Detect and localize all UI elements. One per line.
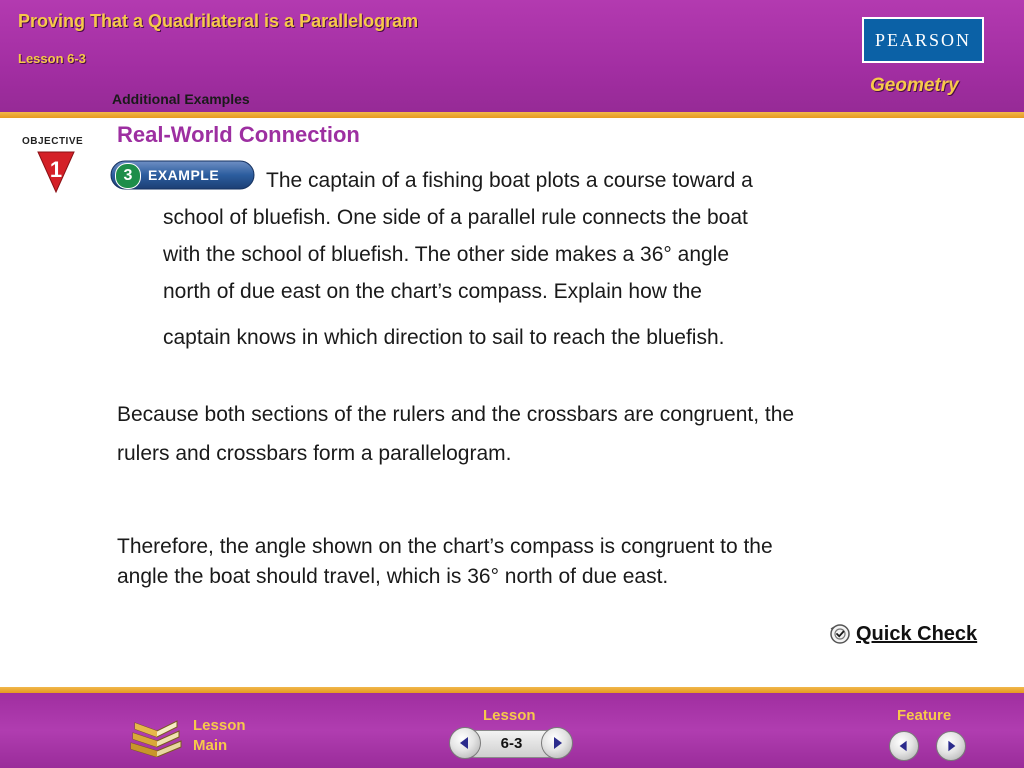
arrow-left-icon [457, 735, 473, 751]
arrow-right-icon [944, 739, 958, 753]
answer-text-line: angle the boat should travel, which is 36° north of due east. [117, 565, 669, 588]
publisher-logo: PEARSON [862, 17, 984, 63]
lesson-number: 6-3 [500, 735, 523, 752]
footer-lesson-label: Lesson [483, 707, 536, 724]
example-label: EXAMPLE [148, 167, 220, 183]
header-bar [0, 0, 1024, 116]
page-title: Proving That a Quadrilateral is a Parallelogram [18, 11, 419, 31]
problem-text-line: with the school of bluefish. The other side makes a 36° angle [163, 243, 730, 266]
header-divider [0, 112, 1024, 118]
lesson-main-line[interactable]: Main [193, 737, 228, 754]
objective-triangle-icon [36, 150, 76, 194]
lesson-label: Lesson 6-3 [18, 51, 86, 66]
feature-next-button[interactable] [936, 731, 966, 761]
feature-prev-button[interactable] [889, 731, 919, 761]
magnifier-check-icon [828, 622, 852, 646]
lesson-next-button[interactable] [541, 727, 573, 759]
answer-text-line: Therefore, the angle shown on the chart’s compass is congruent to the [117, 535, 773, 558]
quick-check-label[interactable]: Quick Check [856, 622, 978, 645]
answer-text-line: rulers and crossbars form a parallelogram. [117, 442, 512, 465]
lesson-main-link[interactable] [193, 716, 246, 756]
problem-text-line: school of bluefish. One side of a parallel rule connects the boat [163, 206, 748, 229]
lesson-main-line[interactable]: Lesson [193, 717, 246, 734]
arrow-left-icon [897, 739, 911, 753]
section-heading: Real-World Connection [117, 122, 360, 147]
quick-check-link[interactable] [828, 622, 977, 646]
problem-text-line: The captain of a fishing boat plots a course toward a [266, 169, 753, 192]
feature-label: Feature [897, 707, 952, 724]
problem-text-line: north of due east on the chart’s compass. Explain how the [163, 280, 702, 303]
arrow-right-icon [549, 735, 565, 751]
books-icon[interactable] [127, 715, 185, 757]
lesson-navigator [449, 726, 574, 760]
problem-text-line: captain knows in which direction to sail to reach the bluefish. [163, 326, 725, 349]
objective-label: OBJECTIVE [22, 136, 84, 147]
lesson-prev-button[interactable] [449, 727, 481, 759]
section-subtitle: Additional Examples [112, 91, 250, 107]
answer-text-line: Because both sections of the rulers and the crossbars are congruent, the [117, 403, 795, 426]
example-badge [110, 158, 256, 192]
course-title: Geometry [870, 75, 959, 96]
example-number: 3 [115, 163, 141, 189]
objective-number: 1 [49, 157, 63, 182]
objective-badge [14, 134, 98, 198]
